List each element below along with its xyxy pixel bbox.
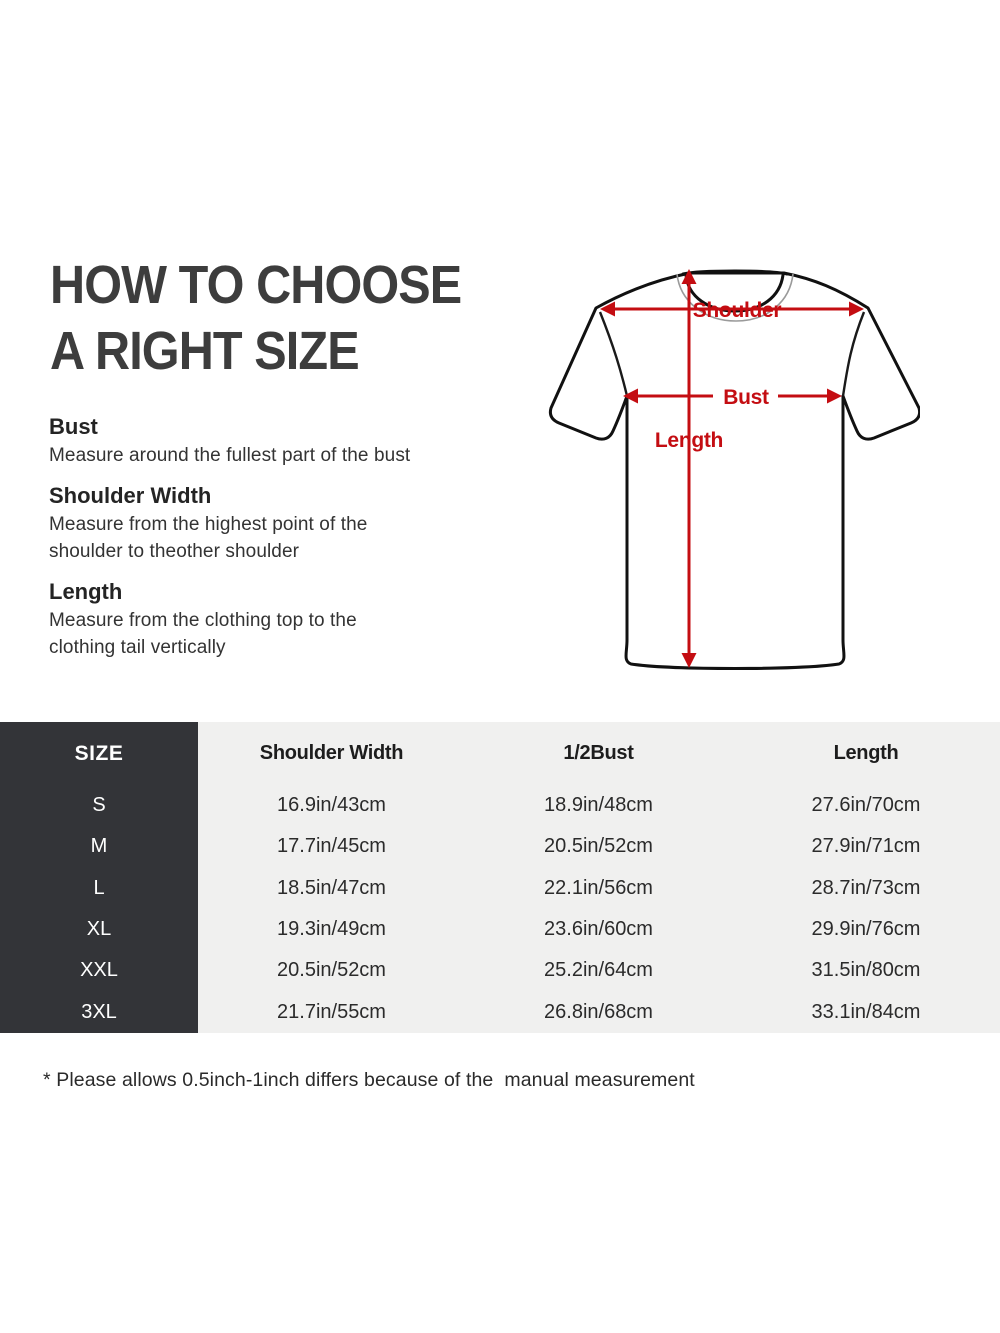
definition-length-term: Length	[49, 579, 123, 604]
row-l-length: 28.7in/73cm	[732, 868, 1000, 909]
definition-shoulder-desc-line1: Measure from the highest point of the	[49, 514, 368, 535]
row-3xl-length: 33.1in/84cm	[732, 992, 1000, 1033]
row-xl-half-bust: 23.6in/60cm	[465, 909, 732, 950]
row-xxl-shoulder: 20.5in/52cm	[198, 950, 465, 991]
measurement-disclaimer: * Please allows 0.5inch-1inch differs because of the manual measurement	[43, 1069, 695, 1091]
page-title-line-1: HOW TO CHOOSE	[50, 255, 462, 315]
row-l-shoulder: 18.5in/47cm	[198, 868, 465, 909]
row-s-size: S	[0, 785, 198, 826]
measurement-definitions	[49, 412, 489, 673]
definition-bust-desc: Measure around the fullest part of the bust	[49, 445, 411, 466]
definition-bust-term: Bust	[49, 414, 98, 439]
definition-shoulder-term: Shoulder Width	[49, 483, 212, 508]
row-m-half-bust: 20.5in/52cm	[465, 826, 732, 867]
row-xxl-length: 31.5in/80cm	[732, 950, 1000, 991]
row-m-shoulder: 17.7in/45cm	[198, 826, 465, 867]
row-xl-length: 29.9in/76cm	[732, 909, 1000, 950]
definition-length-desc-line2: clothing tail vertically	[49, 637, 226, 658]
column-header-size: SIZE	[0, 722, 198, 785]
length-arrow-label: Length	[654, 429, 724, 452]
row-3xl-size: 3XL	[0, 992, 198, 1033]
bust-arrow-label: Bust	[723, 386, 769, 409]
page-title	[50, 252, 461, 384]
definition-bust	[49, 412, 489, 469]
definition-shoulder-width	[49, 481, 489, 565]
column-header-half-bust: 1/2Bust	[465, 722, 732, 785]
row-l-size: L	[0, 868, 198, 909]
row-l-half-bust: 22.1in/56cm	[465, 868, 732, 909]
definition-length	[49, 577, 489, 661]
tshirt-measurement-diagram	[500, 255, 920, 690]
row-xl-shoulder: 19.3in/49cm	[198, 909, 465, 950]
row-s-length: 27.6in/70cm	[732, 785, 1000, 826]
size-table	[0, 722, 1000, 1033]
row-s-half-bust: 18.9in/48cm	[465, 785, 732, 826]
column-header-shoulder-width: Shoulder Width	[198, 722, 465, 785]
row-3xl-half-bust: 26.8in/68cm	[465, 992, 732, 1033]
row-s-shoulder: 16.9in/43cm	[198, 785, 465, 826]
row-m-length: 27.9in/71cm	[732, 826, 1000, 867]
column-header-length: Length	[732, 722, 1000, 785]
row-3xl-shoulder: 21.7in/55cm	[198, 992, 465, 1033]
tshirt-outline	[550, 273, 919, 669]
definition-shoulder-desc-line2: shoulder to theother shoulder	[49, 541, 300, 562]
row-m-size: M	[0, 826, 198, 867]
definition-length-desc-line1: Measure from the clothing top to the	[49, 610, 357, 631]
shoulder-arrow-label: Shoulder	[692, 299, 782, 322]
row-xxl-half-bust: 25.2in/64cm	[465, 950, 732, 991]
row-xl-size: XL	[0, 909, 198, 950]
page-title-line-2: A RIGHT SIZE	[50, 321, 359, 381]
row-xxl-size: XXL	[0, 950, 198, 991]
